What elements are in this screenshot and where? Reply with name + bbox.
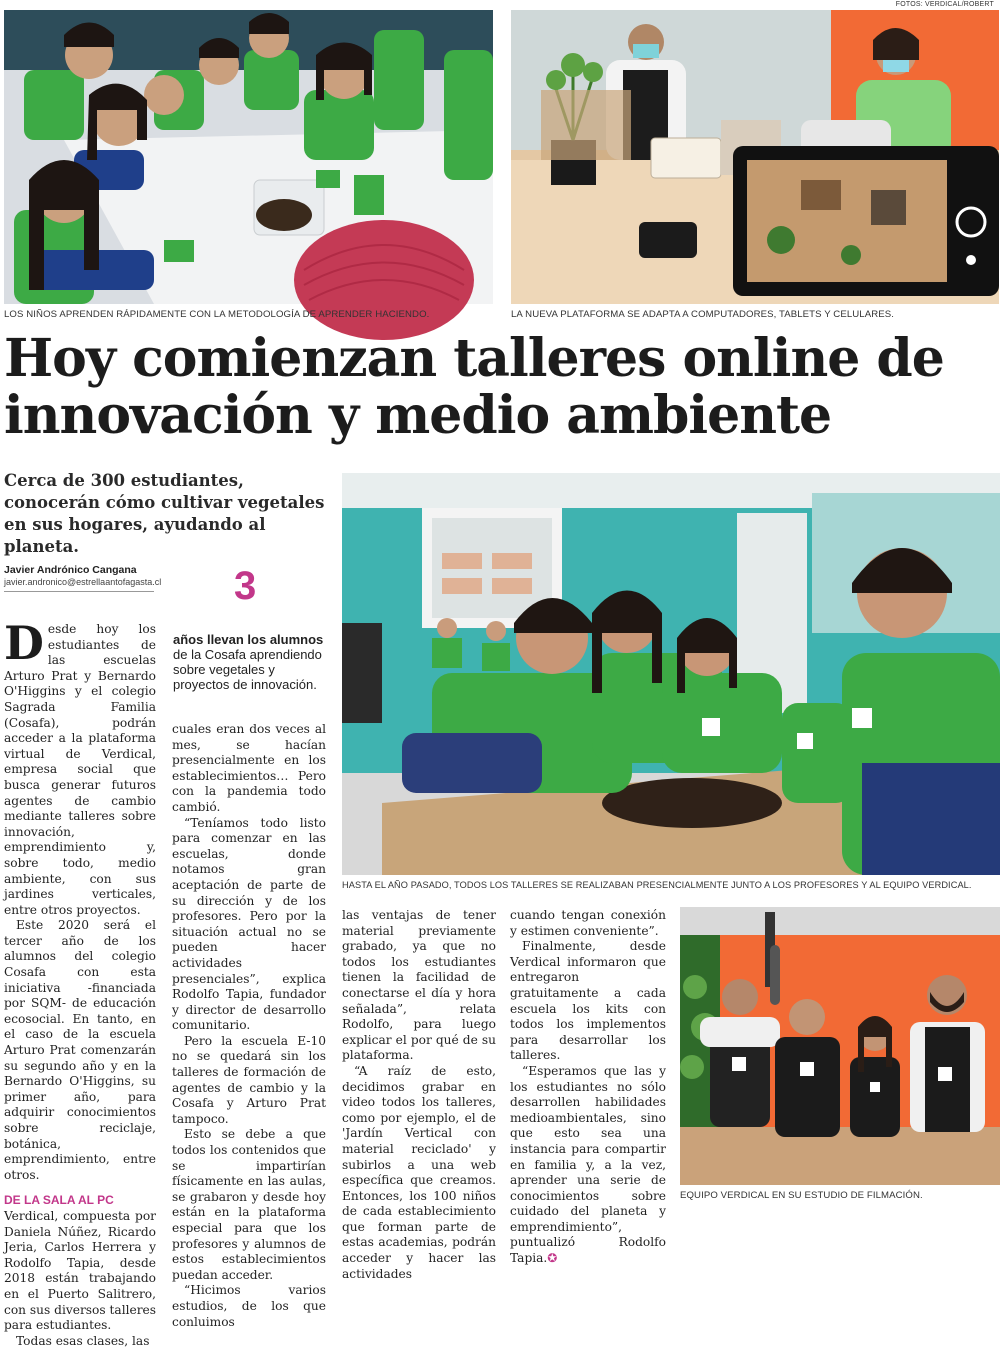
caption-photo-3: HASTA EL AÑO PASADO, TODOS LOS TALLERES SE REALIZABAN PRESENCIALMENTE JUNTO A LOS PROFESORES Y AL EQUIPO VERDICAL. xyxy=(342,880,972,890)
article-paragraph: Todas esas clases, las xyxy=(16,1333,150,1348)
article-paragraph xyxy=(510,1064,666,1267)
article-paragraph: “A raíz de esto, decidimos grabar en video todos los talleres, como por ejemplo, el de 'Jardín Vertical con material reciclado' y subirlos a una web específica que creamos. Entonces, los 100 niños de cada establecimiento que forman parte de estas academias, podrán acceder y hacer las actividades xyxy=(342,1063,496,1281)
article-column-2 xyxy=(172,722,326,1330)
article-paragraph: Este 2020 será el tercer año de los alumnos del colegio Cosafa con esta iniciativa -financiada por SQM- de educación ecosocial. En tanto, en el caso de la escuela Arturo Prat comenzarán su segundo año y en la Bernardo O'Higgins, su primer año, para adquirir conocimientos sobre reciclaje, botánica, emprendimiento, entre otros. xyxy=(4,918,156,1182)
end-mark-icon: ✪ xyxy=(547,1251,558,1266)
caption-photo-4: EQUIPO VERDICAL EN SU ESTUDIO DE FILMACIÓN. xyxy=(680,1190,923,1201)
article-paragraph: “Teníamos todo listo para comenzar en las escuelas, donde notamos gran aceptación de parte de su dirección y de los profesores. Pero por la situación actual no se pueden hacer actividades presenciales”, explica Rodolfo Tapia, fundador y director de desarrollo comunitario. xyxy=(172,815,326,1033)
factbox-body: de la Cosafa aprendiendo sobre vegetales y proyectos de innovación. xyxy=(173,647,322,692)
article-paragraph: Pero la escuela E-10 no se quedará sin los talleres de formación de agentes de cambio y la Cosafa y Arturo Prat tampoco. xyxy=(172,1033,326,1126)
headline-line-1: Hoy comienzan talleres online de xyxy=(4,328,944,389)
caption-photo-1: LOS NIÑOS APRENDEN RÁPIDAMENTE CON LA METODOLOGÍA DE APRENDER HACIENDO. xyxy=(4,309,430,320)
phone-platform-image xyxy=(511,10,999,304)
headline-line-2: innovación y medio ambiente xyxy=(4,385,832,446)
photo-classroom xyxy=(342,473,1000,875)
factbox-text xyxy=(173,632,333,692)
article-paragraph: Verdical, compuesta por Daniela Núñez, Ricardo Jeria, Carlos Herrera y Rodolfo Tapia, desde 2018 están trabajando en el Puerto Salitrero, con sus diversos talleres para estudiantes. xyxy=(4,1208,156,1333)
article-paragraph: cuando tengan conexión y estimen conveniente”. xyxy=(510,908,666,938)
article-column-4 xyxy=(510,908,666,1267)
students-planting-image xyxy=(4,10,493,304)
article-column-1 xyxy=(4,616,156,1349)
section-title: DE LA SALA AL PC xyxy=(4,1193,114,1208)
photo-phone-platform xyxy=(511,10,999,304)
classroom-image xyxy=(342,473,1000,875)
headline xyxy=(4,330,1000,444)
article-paragraph: Desde hoy los estudiantes de las escuelas Arturo Prat y Bernardo O'Higgins y el colegio Sagrada Familia (Cosafa), podrán acceder a la plataforma virtual de Verdical, empresa social que busca generar futuros agentes de cambio mediante talleres sobre innovación, emprendimiento y, sobre todo, medio ambiente, con sus jardines verticales, entre otros proyectos. xyxy=(4,616,156,917)
subhead: Cerca de 300 estudiantes, conocerán cómo cultivar vegetales en sus hogares, ayudando al planeta. xyxy=(4,471,325,556)
caption-photo-2: LA NUEVA PLATAFORMA SE ADAPTA A COMPUTADORES, TABLETS Y CELULARES. xyxy=(511,309,895,320)
author-name: Javier Andrónico Cangana xyxy=(4,564,137,576)
article-paragraph: Finalmente, desde Verdical informaron que entregaron gratuitamente a cada escuela los kits con todos los implementos para desarrollar los talleres. xyxy=(510,939,666,1063)
photo-students-planting xyxy=(4,10,493,304)
article-paragraph: cuales eran dos veces al mes, se hacían presencialmente en los establecimientos… Pero con la pandemia todo cambió. xyxy=(172,722,326,814)
article-paragraph: “Hicimos varios estudios, de los que conluimos xyxy=(172,1283,326,1329)
author-rule xyxy=(4,591,154,592)
author-email: javier.andronico@estrellaantofagasta.cl xyxy=(4,577,162,587)
photo-credit: FOTOS: VERDICAL/ROBERT xyxy=(895,1,994,8)
article-paragraph-text: “Esperamos que las y los estudiantes no sólo desarrollen habilidades medioambientales, sino que esto sea una instancia para compartir en familia y, a la vez, aprender una serie de conocimientos sobre cuidado del planeta y emprendimiento”, puntualizó Rodolfo Tapia. xyxy=(510,1063,666,1266)
article-paragraph: Esto se debe a que todos los contenidos que se impartirían físicamente en las aulas, se grabaron y desde hoy están en la plataforma especial para que los profesores y alumnos de estos establecimientos puedan acceder. xyxy=(172,1127,326,1282)
article-paragraph: las ventajas de tener material previamente grabado, ya que no todos los estudiantes tienen la facilidad de conectarse el día y hora señalada”, relata Rodolfo, para luego explicar el por qué de su plataforma. xyxy=(342,908,496,1063)
article-column-3 xyxy=(342,908,496,1282)
team-studio-image xyxy=(680,907,1000,1185)
photo-team-studio xyxy=(680,907,1000,1185)
factbox-bold: años llevan los alumnos xyxy=(173,632,324,647)
factbox-number: 3 xyxy=(234,564,257,608)
